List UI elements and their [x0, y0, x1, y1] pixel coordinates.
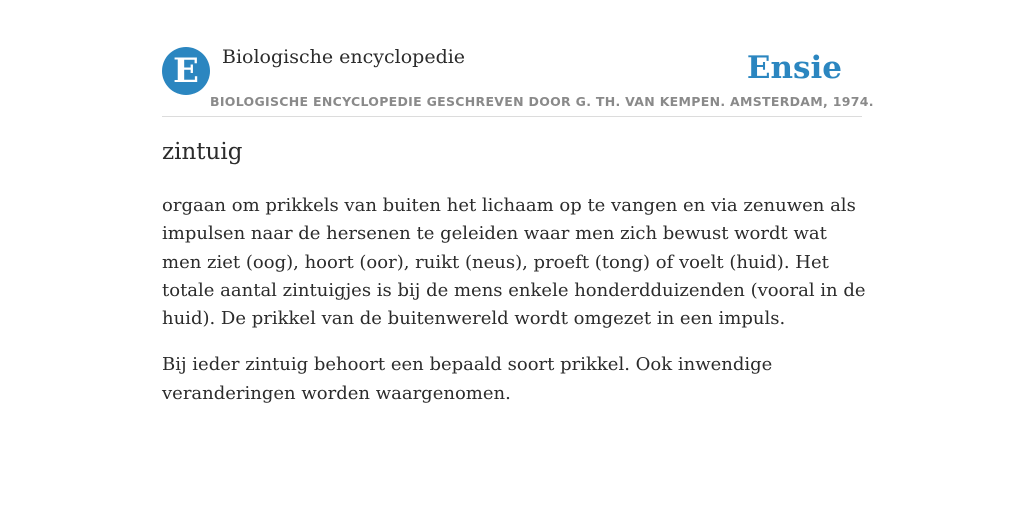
definition-paragraph: Bij ieder zintuig behoort een bepaald soort prikkel. Ook inwendige veranderingen worden waargenomen. [162, 354, 773, 404]
ensie-brand-link[interactable]: Ensie [746, 50, 842, 86]
encyclopedia-logo-icon[interactable]: E [162, 47, 210, 95]
definition-paragraph: orgaan om prikkels van buiten het lichaam op te vangen en via zenuwen als impulsen naar de hersenen te geleiden waar men zich bewust wordt wat men ziet (oog), hoort (oor), ruikt (neus), proeft (tong) of voelt (huid). Het totale aantal zintuigjes is bij de mens enkele honderdduizenden (vooral in de huid). De prikkel van de buitenwereld wordt omgezet in een impuls. [162, 195, 866, 330]
page-header [162, 44, 874, 117]
book-title-link[interactable]: Biologische encyclopedie [222, 46, 466, 68]
entry-definition [162, 192, 867, 426]
book-subtitle: BIOLOGISCHE ENCYCLOPEDIE GESCHREVEN DOOR G. TH. VAN KEMPEN. AMSTERDAM, 1974. [210, 94, 874, 109]
entry-term-heading: zintuig [162, 139, 243, 165]
